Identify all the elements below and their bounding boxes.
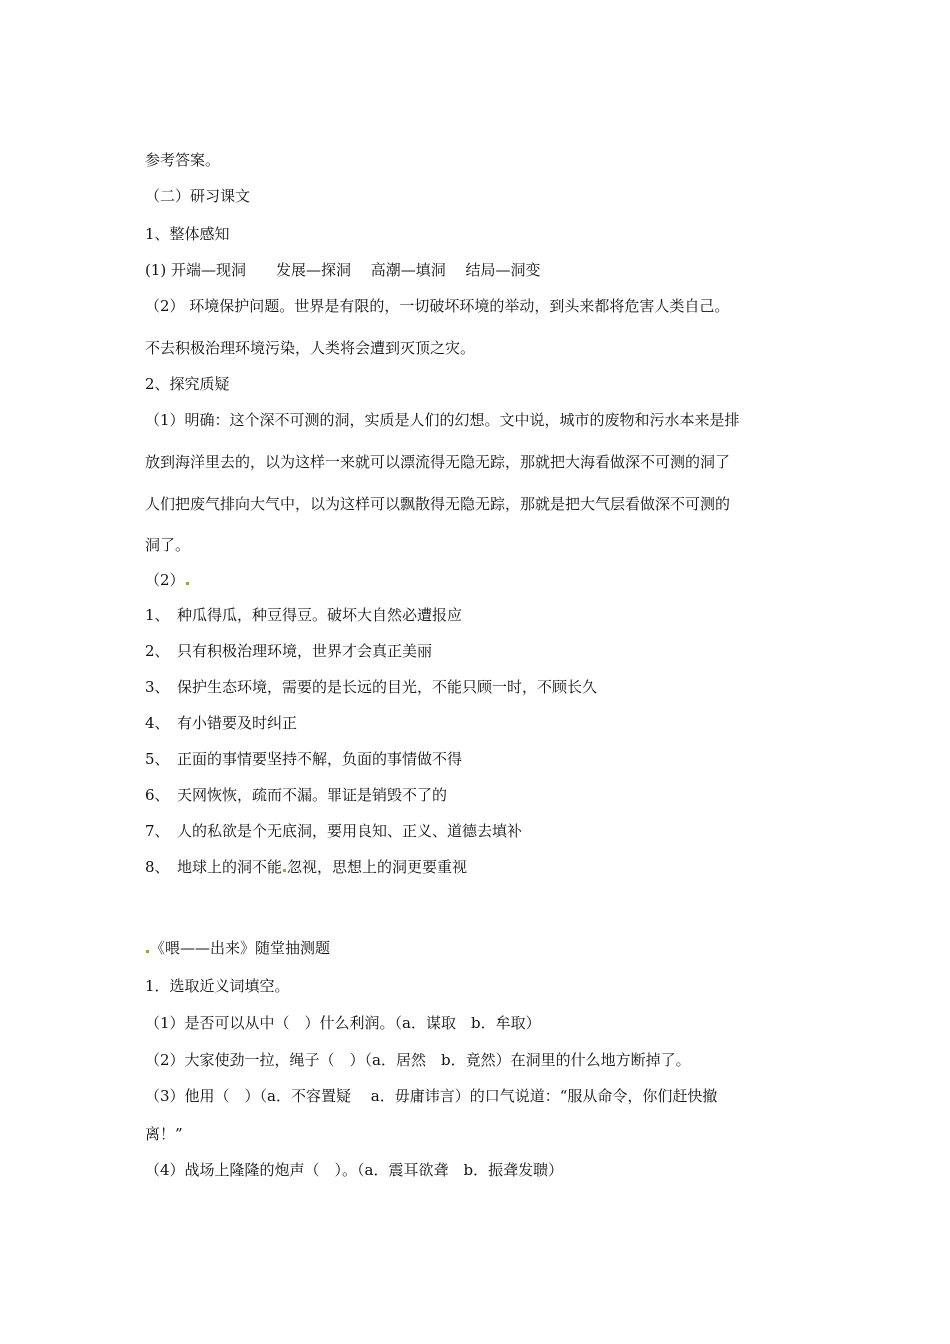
decorative-dot [283,869,286,872]
list-item-text-a: 8、 地球上的洞不能 [145,858,283,876]
inquiry-para-line-1: （1）明确：这个深不可测的洞，实质是人们的幻想。文中说，城市的废物和污水本来是排 [145,411,740,429]
inquiry-para-line-4: 洞了。 [145,536,191,554]
inquiry-para-line-3: 人们把废气排向大气中，以为这样可以飘散得无隐无踪，那就是把大气层看做深不可测的 [145,495,731,513]
inquiry-item-2-label [145,570,190,590]
list-item: 4、 有小错要及时纠正 [145,714,298,732]
quiz-subquestion: （1）是否可以从中（ ）什么利润。（a．谋取 b．牟取） [145,1014,541,1032]
list-item: 1、 种瓜得瓜，种豆得豆。破坏大自然必遭报应 [145,606,463,624]
quiz-subquestion-continued: 离！” [145,1125,183,1143]
theme-line-2: 不去积极治理环境污染，人类将会遭到灭顶之灾。 [145,339,476,357]
inquiry-para-line-2: 放到海洋里去的，以为这样一来就可以漂流得无隐无踪，那就把大海看做深不可测的洞了 [145,453,731,471]
subheading-inquiry: 2、探究质疑 [145,375,230,393]
section-heading-study: （二）研习课文 [145,187,251,205]
subheading-overall: 1、整体感知 [145,225,230,243]
decorative-dot [186,582,189,585]
list-item [145,857,467,877]
list-item-text-b: 忽视，思想上的洞更要重视 [287,858,468,876]
list-item: 6、 天网恢恢，疏而不漏。罪证是销毁不了的 [145,786,448,804]
decorative-dot [146,950,149,953]
answer-heading: 参考答案。 [145,151,221,169]
quiz-subquestion: （2）大家使劲一拉，绳子（ ）（a．居然 b．竟然）在洞里的什么地方断掉了。 [145,1051,691,1069]
quiz-subquestion: （4）战场上隆隆的炮声（ ）。（a．震耳欲聋 b．振聋发聩） [145,1161,564,1179]
list-item: 2、 只有积极治理环境，世界才会真正美丽 [145,642,433,660]
inquiry-item-2-text: （2） [145,571,185,589]
quiz-question-1: 1．选取近义词填空。 [145,977,290,995]
theme-line-1: （2） 环境保护问题。世界是有限的，一切破坏环境的举动，到头来都将危害人类自己。 [145,297,730,315]
quiz-title-text: 《喂——出来》随堂抽测题 [150,939,331,957]
quiz-title [145,938,330,958]
list-item: 3、 保护生态环境，需要的是长远的目光，不能只顾一时，不顾长久 [145,678,598,696]
list-item: 5、 正面的事情要坚持不解，负面的事情做不得 [145,750,463,768]
plot-structure-line: (1) 开端—现洞 发展—探洞 高潮—填洞 结局—洞变 [145,261,541,279]
quiz-subquestion: （3）他用（ ）（a．不容置疑 a．毋庸讳言）的口气说道：“服从命令，你们赶快撤 [145,1087,718,1105]
list-item: 7、 人的私欲是个无底洞，要用良知、正义、道德去填补 [145,822,523,840]
